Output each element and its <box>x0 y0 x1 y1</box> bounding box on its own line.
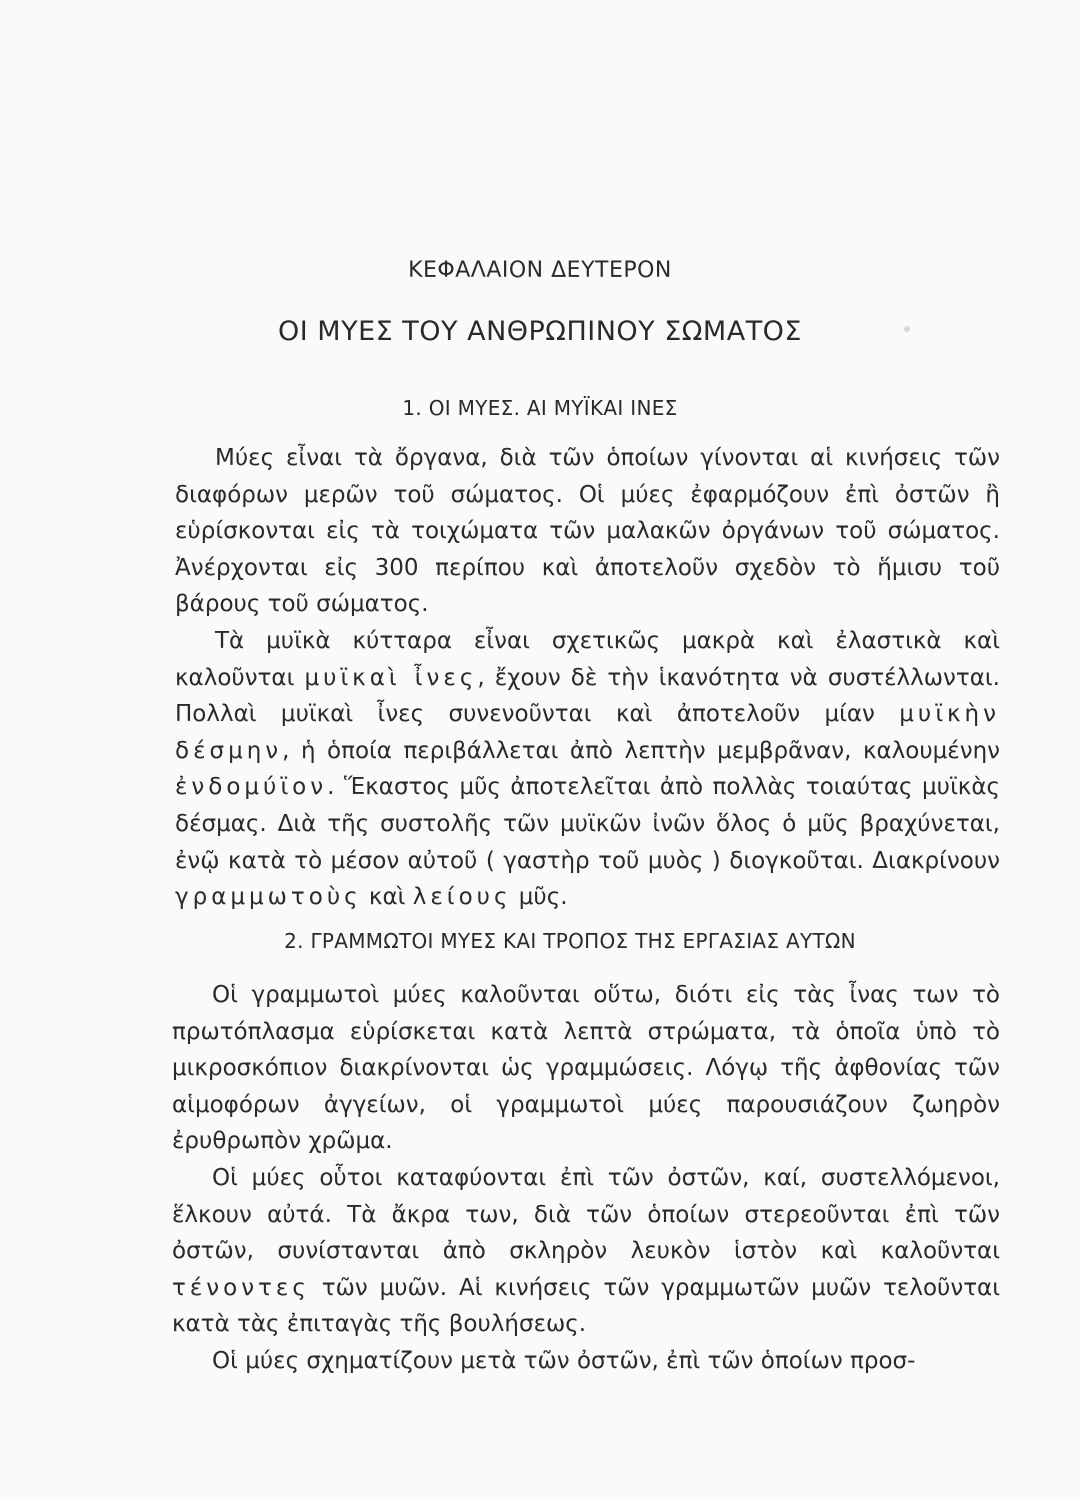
text-run: Τὰ μυϊκὰ κύτταρα εἶναι σχετικῶς μακρὰ καὶ ἐλαστικὰ καὶ καλοῦνται <box>175 627 1000 691</box>
chapter-title: ΟΙ ΜΥΕΣ ΤΟΥ ΑΝΘΡΩΠΙΝΟΥ ΣΩΜΑΤΟΣ <box>278 316 802 347</box>
section-2-body <box>172 977 1000 1380</box>
emphasis-term: τένοντες <box>172 1274 310 1301</box>
section-1-heading: 1. ΟΙ ΜΥΕΣ. ΑΙ ΜΥΪΚΑΙ ΙΝΕΣ <box>402 396 678 420</box>
section-2-paragraph-3: Οἱ μύες σχηματίζουν μετὰ τῶν ὀστῶν, ἐπὶ τῶν ὁποίων προσ- <box>212 1347 916 1374</box>
section-1-body <box>175 440 1000 916</box>
section-2-paragraph-1: Οἱ γραμμωτοὶ μύες καλοῦνται οὕτω, διότι εἰς τὰς ἶνας των τὸ πρωτόπλασμα εὑρίσκεται κατὰ λεπτὰ στρώματα, τὰ ὁποῖα ὑπὸ τὸ μικροσκόπιον διακρίνονται ὡς γραμμώσεις. Λόγῳ τῆς ἀφθονίας τῶν αἱμοφόρων ἀγγείων, οἱ γραμμωτοὶ μύες παρουσιάζουν ζωηρὸν ἐρυθρωπὸν χρῶμα. <box>172 982 1000 1155</box>
emphasis-term: μυϊκὴν δέσμην <box>175 701 1000 764</box>
emphasis-term: ἐνδομύϊον <box>175 774 328 801</box>
emphasis-term: μυϊκαὶ ἶνες <box>304 664 478 691</box>
emphasis-term: λείους <box>412 884 512 911</box>
text-run: Οἱ μύες οὗτοι καταφύονται ἐπὶ τῶν ὀστῶν, καί, συστελλόμενοι, ἕλκουν αὐτά. Τὰ ἄκρα των, διὰ τῶν ὁποίων στερεοῦνται ἐπὶ τῶν ὀστῶν, συνίστανται ἀπὸ σκληρὸν λευκὸν ἱστὸν καὶ καλοῦνται <box>172 1164 1000 1265</box>
section-2-heading: 2. ΓΡΑΜΜΩΤΟΙ ΜΥΕΣ ΚΑΙ ΤΡΟΠΟΣ ΤΗΣ ΕΡΓΑΣΙΑΣ ΑΥΤΩΝ <box>284 929 856 953</box>
text-run: καὶ <box>361 884 413 911</box>
section-1-paragraph-2 <box>175 623 1000 916</box>
emphasis-term: γραμμωτοὺς <box>175 884 362 911</box>
text-run: . Ἕκαστος μῦς ἀποτελεῖται ἀπὸ πολλὰς τοιαύτας μυϊκὰς δέσμας. Διὰ τῆς συστολῆς τῶν μυϊκῶν ἰνῶν ὅλος ὁ μῦς βραχύνεται, ἐνῷ κατὰ τὸ μέσον αὐτοῦ ( γαστὴρ τοῦ μυὸς ) διογκοῦται. Διακρίνουν <box>175 774 1000 874</box>
text-run: τῶν μυῶν. Αἱ κινήσεις τῶν γραμμωτῶν μυῶν τελοῦνται κατὰ τὰς ἐπιταγὰς τῆς βουλήσεως. <box>172 1274 1000 1338</box>
section-2-paragraph-2 <box>172 1160 1000 1343</box>
text-run: μῦς. <box>511 884 568 911</box>
text-run: , ἔχουν δὲ τὴν ἱκανότητα νὰ συστέλλωνται. Πολλαὶ μυϊκαὶ ἶνες συνενοῦνται καὶ ἀποτελοῦν μίαν <box>175 664 1000 728</box>
section-1-paragraph-1: Μύες εἶναι τὰ ὄργανα, διὰ τῶν ὁποίων γίνονται αἱ κινήσεις τῶν διαφόρων μερῶν τοῦ σώματος. Οἱ μύες ἐφαρμόζουν ἐπὶ ὀστῶν ἢ εὑρίσκονται εἰς τὰ τοιχώματα τῶν μαλακῶν ὀργάνων τοῦ σώματος. Ἀνέρχονται εἰς 300 περίπου καὶ ἀποτελοῦν σχεδὸν τὸ ἥμισυ τοῦ βάρους τοῦ σώματος. <box>175 445 1000 618</box>
text-run: , ἡ ὁποία περιβάλλεται ἀπὸ λεπτὴν μεμβρᾶναν, καλουμένην <box>282 737 1000 764</box>
chapter-label: ΚΕΦΑΛΑΙΟΝ ΔΕΥΤΕΡΟΝ <box>408 258 672 283</box>
